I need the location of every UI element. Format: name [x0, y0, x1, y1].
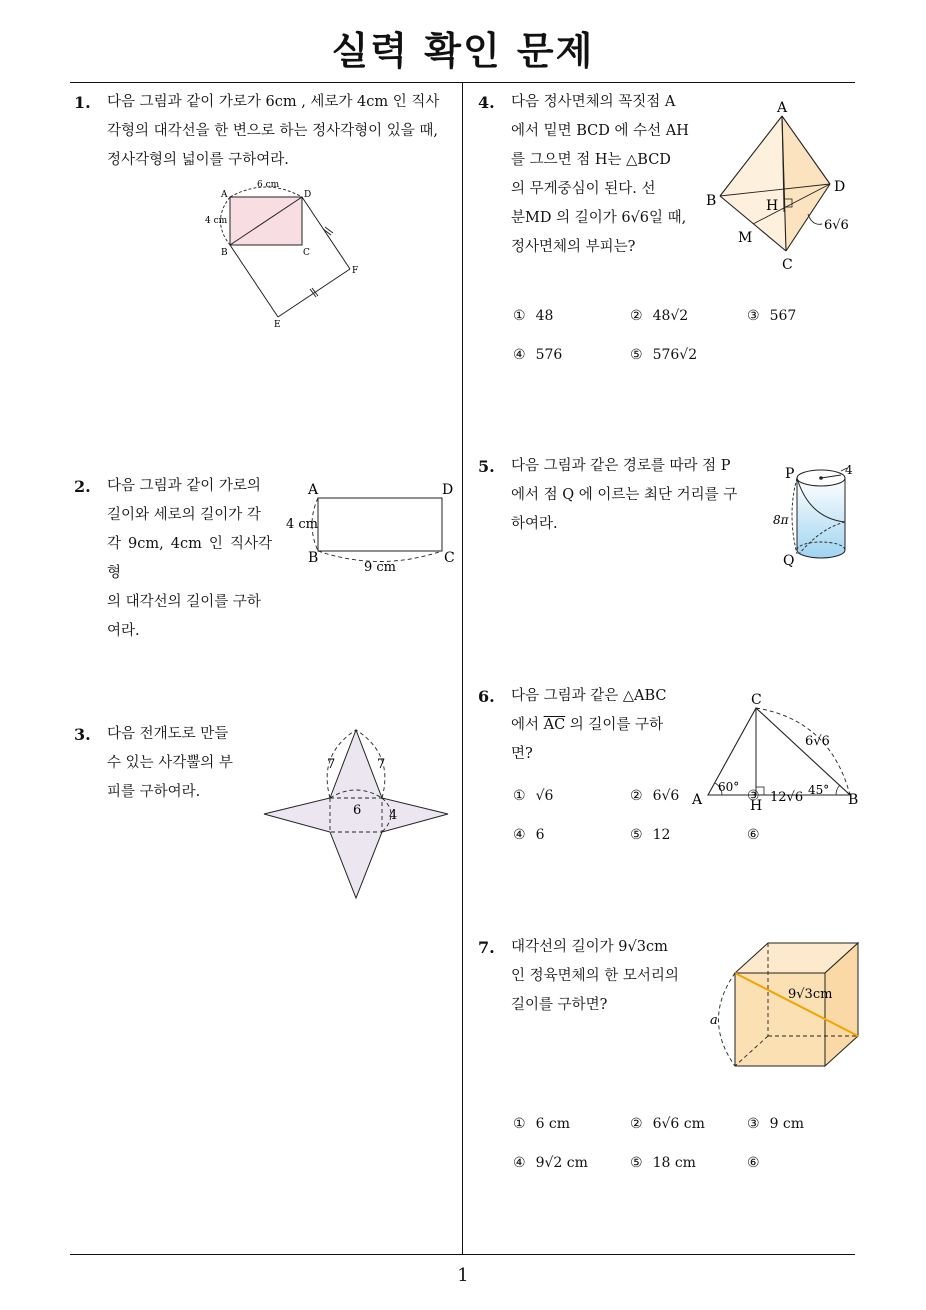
point-h: H [750, 798, 763, 814]
height-label: 4 cm [286, 517, 319, 532]
choice-3[interactable]: ③ 9 cm [747, 1116, 805, 1132]
point-b: B [848, 792, 859, 808]
q7-figure [700, 938, 865, 1073]
choice-5[interactable]: ⑤ 12 [630, 827, 671, 843]
width-label: 9 cm [364, 560, 397, 575]
point-m: M [738, 230, 753, 246]
point-d: D [304, 190, 312, 200]
choice-4[interactable]: ④ 6 [513, 827, 545, 843]
point-c: C [303, 248, 310, 258]
angle-a-label: 60° [718, 780, 740, 794]
cylinder-body [797, 478, 845, 558]
q3-figure [260, 726, 455, 904]
angle-b-label: 45° [808, 783, 830, 797]
choice-3[interactable]: ③ [747, 788, 760, 804]
side-be [230, 245, 278, 317]
point-h: H [766, 198, 779, 214]
page-number: 1 [457, 1265, 469, 1286]
choice-4[interactable]: ④ 9√2 cm [513, 1155, 588, 1171]
question-number: 7. [478, 938, 495, 957]
side-fd [302, 197, 350, 269]
question-text [511, 682, 691, 769]
question-text: 다음 정사면체의 꼭짓점 A 에서 밑면 BCD 에 수선 AH 를 그으면 점 H는 △BCD 의 무게중심이 된다. 선 분MD 의 길이가 6√6일 때, 정사면체의 부피는? [511, 94, 689, 255]
side-ef [278, 269, 350, 317]
choice-3[interactable]: ③ 567 [747, 308, 797, 324]
q4-figure [700, 96, 860, 276]
choice-6[interactable]: ⑥ [747, 1155, 760, 1171]
base-width-label: 6 [353, 803, 362, 818]
question-number: 1. [74, 93, 91, 112]
height-label: 4 cm [205, 216, 228, 226]
segment-ac: $\overline{AC}$ [543, 717, 566, 733]
cb-length-label: 6√6 [805, 734, 830, 749]
choice-5[interactable]: ⑤ 576√2 [630, 347, 698, 363]
page-title: 실력 확인 문제 [331, 29, 595, 73]
point-b: B [221, 248, 228, 258]
choice-5[interactable]: ⑤ 18 cm [630, 1155, 696, 1171]
question-text: 다음 전개도로 만들 수 있는 사각뿔의 부 피를 구하여라. [107, 726, 233, 800]
choice-1[interactable]: ① √6 [513, 788, 554, 804]
question-number: 6. [478, 687, 495, 706]
point-a: A [221, 190, 228, 200]
slant-label-left: 7 [327, 757, 336, 772]
point-b: B [706, 193, 717, 209]
question-text: 다음 그림과 같이 가로가 6cm , 세로가 4cm 인 직사 각형의 대각선을 한 변으로 하는 정사각형이 있을 때, 정사각형의 넓이를 구하여라. [107, 94, 440, 168]
hb-length-label: 12√6 [770, 790, 804, 805]
question-text: 다음 그림과 같이 가로의 길이와 세로의 길이가 각 각 9cm, 4cm 인 직사각형 의 대각선의 길이를 구하 여라. [107, 478, 272, 639]
question-text-body: 다음 그림과 같은 △ABC 에서 $\overline{AC}$ 의 길이를 구하 면? [511, 688, 667, 762]
point-b: B [308, 550, 319, 566]
height-label: 8π [773, 513, 789, 527]
point-c: C [751, 692, 762, 708]
q5-figure [765, 458, 860, 573]
choice-2[interactable]: ② 6√6 [630, 788, 680, 804]
point-a: A [308, 482, 319, 498]
column-divider [462, 82, 463, 1254]
md-length-label: 6√6 [824, 218, 849, 233]
choice-1[interactable]: ① 48 [513, 308, 554, 324]
point-q: Q [783, 553, 795, 569]
diagonal-label: 9√3cm [788, 987, 833, 1002]
point-d: D [442, 482, 454, 498]
width-label: 6 cm [257, 180, 280, 190]
q2-figure [282, 478, 462, 578]
question-number: 3. [74, 725, 91, 744]
point-d: D [834, 179, 846, 195]
point-c: C [782, 257, 793, 273]
radius-label: 4 [845, 463, 853, 477]
choice-1[interactable]: ① 6 cm [513, 1116, 571, 1132]
point-e: E [274, 320, 281, 330]
question-number: 4. [478, 93, 495, 112]
point-f: F [352, 266, 359, 276]
choice-6[interactable]: ⑥ [747, 827, 760, 843]
question-text: 대각선의 길이가 9√3cm 인 정육면체의 한 모서리의 길이를 구하면? [511, 939, 679, 1013]
point-p: P [785, 466, 795, 482]
point-c: C [444, 550, 455, 566]
question-text: 다음 그림과 같은 경로를 따라 점 P 에서 점 Q 에 이르는 최단 거리를 구 하여라. [511, 458, 738, 532]
question-number: 2. [74, 477, 91, 496]
point-a: A [692, 792, 703, 808]
point-a: A [777, 100, 788, 116]
base-depth-label: 4 [389, 808, 398, 823]
choice-4[interactable]: ④ 576 [513, 347, 563, 363]
bottom-rule [70, 1254, 855, 1255]
question-number: 5. [478, 457, 495, 476]
choice-2[interactable]: ② 48√2 [630, 308, 689, 324]
q6-figure [690, 690, 865, 820]
rectangle-abcd [318, 498, 442, 551]
q1-figure [195, 175, 365, 335]
edge-label: a [710, 1013, 718, 1028]
slant-label-right: 7 [377, 757, 386, 772]
choice-2[interactable]: ② 6√6 cm [630, 1116, 705, 1132]
